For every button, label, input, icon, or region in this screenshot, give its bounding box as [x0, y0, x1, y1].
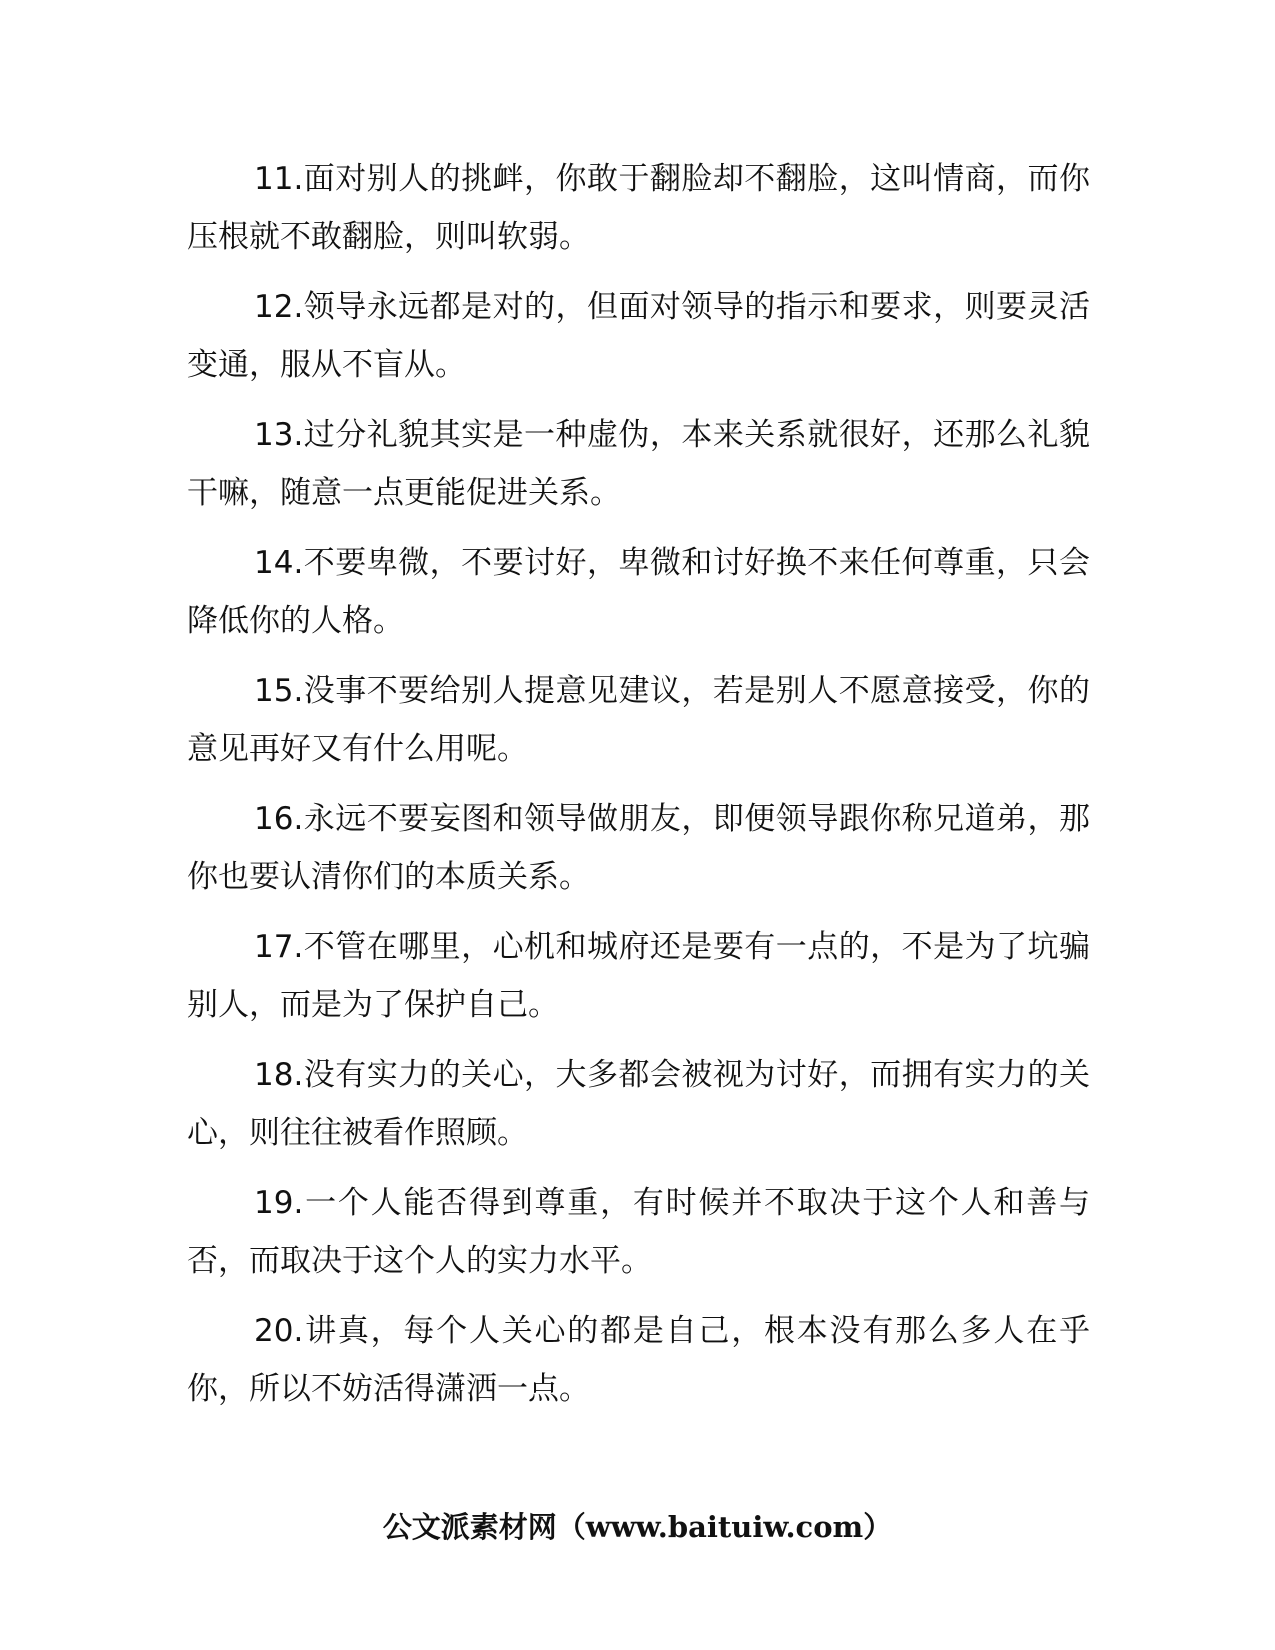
paragraph-14: 14.不要卑微，不要讨好，卑微和讨好换不来任何尊重，只会降低你的人格。 [187, 545, 1090, 639]
paragraph-13: 13.过分礼貌其实是一种虚伪，本来关系就很好，还那么礼貌干嘛，随意一点更能促进关系。 [187, 417, 1090, 511]
paragraph-11: 11.面对别人的挑衅，你敢于翻脸却不翻脸，这叫情商，而你压根就不敢翻脸，则叫软弱。 [187, 161, 1090, 255]
paragraph-12: 12.领导永远都是对的，但面对领导的指示和要求，则要灵活变通，服从不盲从。 [187, 289, 1090, 383]
paragraph-17: 17.不管在哪里，心机和城府还是要有一点的，不是为了坑骗别人，而是为了保护自己。 [187, 929, 1090, 1023]
paragraph-15: 15.没事不要给别人提意见建议，若是别人不愿意接受，你的意见再好又有什么用呢。 [187, 673, 1090, 767]
paragraph-16: 16.永远不要妄图和领导做朋友，即便领导跟你称兄道弟，那你也要认清你们的本质关系。 [187, 801, 1090, 895]
paragraph-18: 18.没有实力的关心，大多都会被视为讨好，而拥有实力的关心，则往往被看作照顾。 [187, 1057, 1090, 1151]
footer-source-credit: 公文派素材网（www.baituiw.com） [382, 1510, 893, 1544]
paragraph-20: 20.讲真，每个人关心的都是自己，根本没有那么多人在乎你，所以不妨活得潇洒一点。 [187, 1313, 1090, 1407]
document-body [187, 150, 1090, 1430]
paragraph-19: 19.一个人能否得到尊重，有时候并不取决于这个人和善与否，而取决于这个人的实力水平。 [187, 1185, 1090, 1279]
